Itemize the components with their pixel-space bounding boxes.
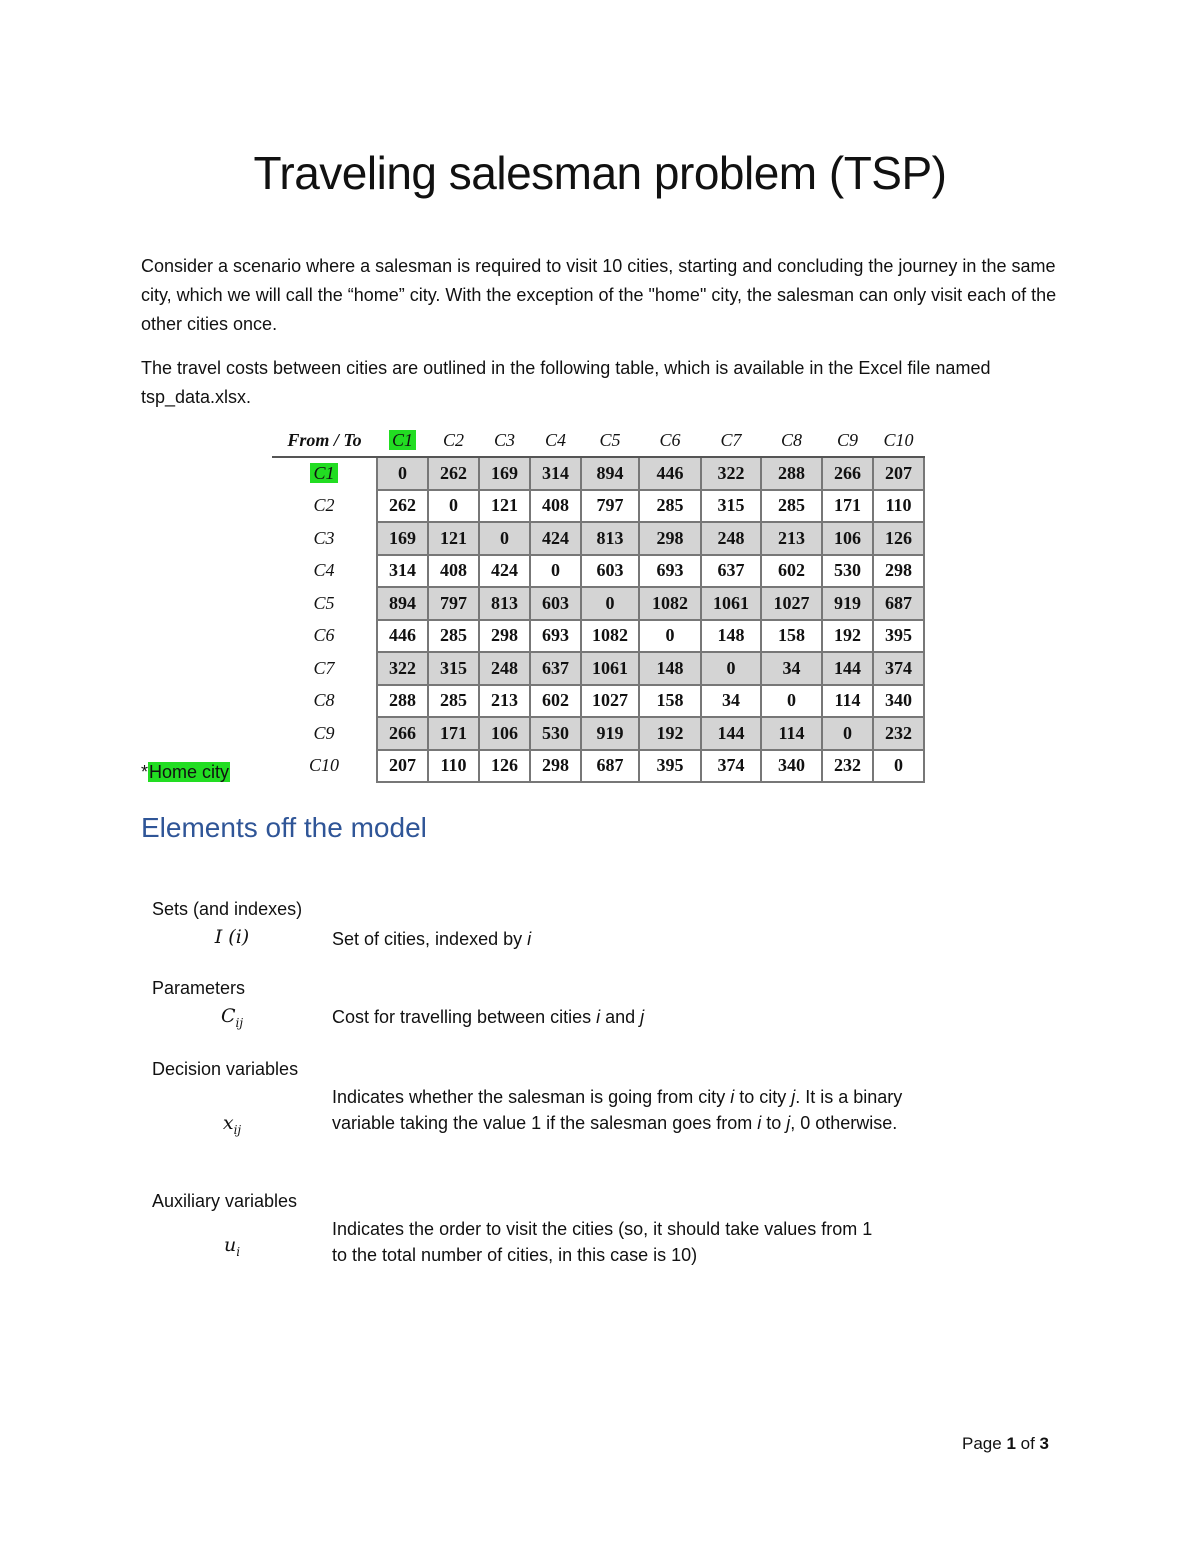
table-cell: 797 (581, 490, 639, 523)
table-cell: 0 (873, 750, 924, 783)
table-cell: 207 (873, 457, 924, 490)
table-cell: 446 (639, 457, 701, 490)
table-cell: 285 (428, 620, 479, 653)
table-cell: 919 (581, 717, 639, 750)
table-cell: 207 (377, 750, 428, 783)
table-row (272, 620, 924, 653)
table-cell: 232 (822, 750, 873, 783)
table-cell: 144 (822, 652, 873, 685)
table-cell: 446 (377, 620, 428, 653)
sets-description: Set of cities, indexed by i (332, 929, 532, 949)
table-cell: 192 (822, 620, 873, 653)
table-cell: 121 (479, 490, 530, 523)
table-cell: 248 (701, 522, 761, 555)
table-row (272, 652, 924, 685)
table-cell: 298 (873, 555, 924, 588)
table-cell: 687 (873, 587, 924, 620)
row-header: C3 (313, 527, 335, 548)
table-cell: 34 (761, 652, 822, 685)
table-cell: 602 (530, 685, 581, 718)
table-cell: 374 (873, 652, 924, 685)
parameters-symbol: $C_{ij}$ (220, 1005, 244, 1030)
table-cell: 266 (822, 457, 873, 490)
home-city-highlight: C1 (389, 430, 416, 450)
table-cell: 0 (581, 587, 639, 620)
table-cell: 322 (701, 457, 761, 490)
table-header-row (272, 425, 924, 457)
row-header: C8 (313, 690, 335, 711)
table-cell: 171 (822, 490, 873, 523)
auxiliary-variables-label: Auxiliary variables (152, 1191, 298, 1211)
decision-variables-description: Indicates whether the salesman is going from city i to city j. It is a binary variable taking the value 1 if the salesman goes from i to j, 0 otherwise. (332, 1087, 903, 1133)
table-cell: 169 (377, 522, 428, 555)
table-row (272, 522, 924, 555)
row-header: C9 (313, 722, 335, 743)
auxiliary-variable-symbol: $u_i$ (223, 1234, 241, 1259)
row-header: C5 (313, 592, 335, 613)
table-cell: 158 (761, 620, 822, 653)
table-cell: 288 (761, 457, 822, 490)
table-cell: 1027 (761, 587, 822, 620)
table-cell: 894 (377, 587, 428, 620)
table-cell: 213 (761, 522, 822, 555)
table-cell: 171 (428, 717, 479, 750)
table-cell: 0 (761, 685, 822, 718)
home-city-label: Home city (149, 762, 230, 782)
table-cell: 114 (761, 717, 822, 750)
table-cell: 288 (377, 685, 428, 718)
page-number: Page 1 of 3 (962, 1434, 1049, 1453)
table-cell: 530 (822, 555, 873, 588)
table-cell: 603 (530, 587, 581, 620)
table-cell: 126 (479, 750, 530, 783)
table-cell: 262 (377, 490, 428, 523)
table-cell: 340 (873, 685, 924, 718)
table-cell: 340 (761, 750, 822, 783)
table-cell: 0 (428, 490, 479, 523)
table-cell: 298 (639, 522, 701, 555)
table-cell: 232 (873, 717, 924, 750)
table-cell: 1061 (581, 652, 639, 685)
table-cell: 148 (701, 620, 761, 653)
table-cell: 813 (479, 587, 530, 620)
table-cell: 248 (479, 652, 530, 685)
table-row (272, 555, 924, 588)
parameters-label: Parameters (152, 978, 246, 998)
table-cell: 894 (581, 457, 639, 490)
home-city-footnote (141, 762, 230, 783)
page-title: Traveling salesman problem (TSP) (253, 147, 947, 199)
intro-paragraph-1: Consider a scenario where a salesman is required to visit 10 cities, starting and concluding the journey in the same city, which we will call the “home” city. With the exception of the "home" city, the salesman can only visit each of the other cities once. (141, 256, 1057, 334)
table-cell: 395 (873, 620, 924, 653)
row-header: C7 (313, 657, 335, 678)
sets-symbol: I (i) (214, 926, 250, 948)
column-header: C5 (581, 425, 639, 457)
table-cell: 144 (701, 717, 761, 750)
section-heading: Elements off the model (141, 812, 427, 843)
table-cell: 602 (761, 555, 822, 588)
table-cell: 797 (428, 587, 479, 620)
row-header: C2 (313, 495, 335, 516)
table-cell: 1061 (701, 587, 761, 620)
table-cell: 408 (428, 555, 479, 588)
row-header: C6 (313, 625, 335, 646)
table-cell: 0 (530, 555, 581, 588)
travel-cost-table (272, 425, 925, 783)
table-cell: 315 (428, 652, 479, 685)
table-cell: 693 (639, 555, 701, 588)
table-cell: 285 (761, 490, 822, 523)
row-header: C4 (313, 560, 335, 581)
column-header: C9 (822, 425, 873, 457)
parameters-description: Cost for travelling between cities i and j (332, 1007, 645, 1027)
table-cell: 374 (701, 750, 761, 783)
table-cell: 424 (479, 555, 530, 588)
table-cell: 34 (701, 685, 761, 718)
table-cell: 114 (822, 685, 873, 718)
table-cell: 148 (639, 652, 701, 685)
table-row (272, 685, 924, 718)
table-cell: 687 (581, 750, 639, 783)
table-cell: 0 (701, 652, 761, 685)
table-cell: 192 (639, 717, 701, 750)
column-header: C7 (701, 425, 761, 457)
table-cell: 1082 (581, 620, 639, 653)
table-cell: 126 (873, 522, 924, 555)
table-cell: 0 (822, 717, 873, 750)
table-cell: 169 (479, 457, 530, 490)
table-cell: 0 (479, 522, 530, 555)
table-corner-label: From / To (272, 425, 377, 457)
column-header: C6 (639, 425, 701, 457)
table-cell: 693 (530, 620, 581, 653)
table-cell: 0 (639, 620, 701, 653)
decision-variables-label: Decision variables (152, 1059, 299, 1079)
table-cell: 1082 (639, 587, 701, 620)
home-city-highlight: C1 (310, 463, 337, 483)
table-cell: 106 (822, 522, 873, 555)
table-cell: 919 (822, 587, 873, 620)
table-cell: 298 (479, 620, 530, 653)
table-cell: 315 (701, 490, 761, 523)
intro-paragraph-2: The travel costs between cities are outlined in the following table, which is available in the Excel file named tsp_data.xlsx. (141, 358, 991, 407)
row-header (272, 457, 377, 490)
table-cell: 285 (639, 490, 701, 523)
table-cell: 637 (701, 555, 761, 588)
table-row (272, 457, 924, 490)
table-cell: 408 (530, 490, 581, 523)
table-cell: 110 (428, 750, 479, 783)
table-cell: 424 (530, 522, 581, 555)
table-cell: 314 (377, 555, 428, 588)
table-cell: 121 (428, 522, 479, 555)
table-cell: 603 (581, 555, 639, 588)
table-cell: 0 (377, 457, 428, 490)
column-header: C3 (479, 425, 530, 457)
footnote-star: * (141, 762, 149, 782)
table-cell: 298 (530, 750, 581, 783)
auxiliary-variables-description: Indicates the order to visit the cities (so, it should take values from 1 to the total number of cities, in this case is 10) (332, 1219, 873, 1265)
row-header: C10 (308, 755, 339, 776)
column-header: C8 (761, 425, 822, 457)
table-cell: 322 (377, 652, 428, 685)
table-cell: 213 (479, 685, 530, 718)
table-row (272, 717, 924, 750)
table-cell: 637 (530, 652, 581, 685)
table-cell: 262 (428, 457, 479, 490)
table-cell: 1027 (581, 685, 639, 718)
table-cell: 285 (428, 685, 479, 718)
column-header (377, 425, 428, 457)
table-cell: 106 (479, 717, 530, 750)
column-header: C4 (530, 425, 581, 457)
table-cell: 314 (530, 457, 581, 490)
table-row (272, 750, 924, 783)
table-body (272, 457, 924, 782)
column-header: C10 (873, 425, 924, 457)
table-cell: 158 (639, 685, 701, 718)
column-header: C2 (428, 425, 479, 457)
table-cell: 395 (639, 750, 701, 783)
decision-variable-symbol: $x_{ij}$ (222, 1112, 242, 1137)
table-cell: 266 (377, 717, 428, 750)
table-cell: 813 (581, 522, 639, 555)
table-row (272, 490, 924, 523)
table-row (272, 587, 924, 620)
table-cell: 110 (873, 490, 924, 523)
table-cell: 530 (530, 717, 581, 750)
sets-label: Sets (and indexes) (152, 899, 303, 919)
